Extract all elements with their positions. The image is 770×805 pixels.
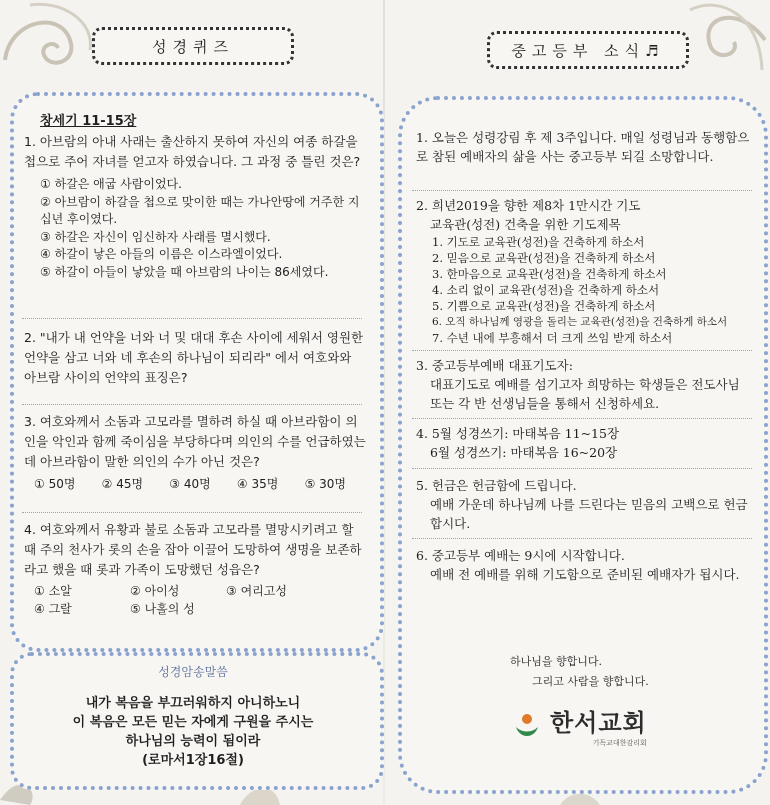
question-1-option: ④ 하갈이 낳은 아들의 이름은 이스라엘이었다.	[40, 247, 283, 261]
question-4-option: ② 아이성	[130, 584, 180, 598]
question-3-option: ③ 40명	[169, 477, 211, 491]
question-3-option: ⑤ 30명	[304, 477, 346, 491]
question-3-option: ① 50명	[34, 477, 76, 491]
news-item-6-head: 6. 중고등부 예배는 9시에 시작합니다.	[416, 548, 625, 563]
news-item-2	[416, 196, 752, 346]
bible-quiz-title-text: 성경퀴즈	[152, 37, 234, 56]
news-item-4-line: 6월 성경쓰기: 마태복음 16~20장	[430, 445, 618, 460]
question-3-option: ④ 35명	[236, 477, 279, 491]
quiz-passage: 창세기 11-15장	[40, 114, 137, 129]
divider	[22, 318, 362, 319]
prayer-item: 1. 기도로 교육관(성전)을 건축하게 하소서	[432, 235, 645, 249]
memory-verse-title: 성경암송말씀	[158, 665, 228, 679]
question-4-option: ① 소알	[34, 584, 72, 598]
news-item-6-body: 예배 전 예배를 위해 기도함으로 준비된 예배자가 됩시다.	[430, 567, 740, 582]
divider	[412, 538, 752, 539]
news-item-3	[416, 356, 752, 413]
youth-news-title-text: 중고등부 소식♬	[511, 41, 665, 60]
divider	[412, 350, 752, 351]
divider	[412, 468, 752, 469]
news-item-4-line: 4. 5월 성경쓰기: 마태복음 11~15장	[416, 426, 620, 441]
youth-news-title	[487, 31, 689, 69]
church-denomination: 기독교대한감리회	[592, 739, 647, 747]
slogan-line-1: 하나님을 향합니다.	[510, 655, 603, 668]
divider	[22, 512, 362, 513]
question-4-option: ④ 그랄	[34, 602, 72, 616]
question-3-text: 3. 여호와께서 소돔과 고모라를 멸하려 하실 때 아브라함이 의인을 악인과 함께 죽이심을 부당하다며 의인의 수를 언급하였는데 아브라함이 말한 의인의 수가 아닌 것은?	[24, 414, 366, 469]
quiz-question-3	[24, 412, 366, 494]
news-item-5	[416, 476, 752, 533]
prayer-item: 6. 오직 하나님께 영광을 돌리는 교육관(성전)을 건축하게 하소서	[432, 316, 728, 328]
news-item-3-head: 3. 중고등부예배 대표기도자:	[416, 358, 573, 373]
prayer-item: 3. 한마음으로 교육관(성전)을 건축하게 하소서	[432, 267, 667, 281]
prayer-item: 4. 소리 없이 교육관(성전)을 건축하게 하소서	[432, 283, 660, 297]
news-item-2-head: 2. 희년2019을 향한 제8차 1만시간 기도	[416, 198, 641, 213]
church-emblem-icon	[510, 709, 544, 743]
news-item-1	[416, 128, 752, 166]
memory-verse-line: 하나님의 능력이 됨이라	[125, 734, 261, 749]
slogan-line-2: 그리고 사람을 향합니다.	[532, 675, 649, 688]
news-item-6	[416, 546, 752, 584]
memory-verse-line: 내가 복음을 부끄러워하지 아니하노니	[85, 696, 301, 711]
divider	[412, 190, 752, 191]
question-1-option: ③ 하갈은 자신이 임신하자 사래를 멸시했다.	[40, 229, 271, 244]
news-item-4	[416, 424, 752, 462]
memory-verse	[20, 694, 366, 770]
question-2-text: 2. "내가 내 언약을 너와 너 및 대대 후손 사이에 세워서 영원한 언약을 삼고 너와 네 후손의 하나님이 되리라" 에서 여호와와 아브람 사이의 언약의 표징은?	[24, 330, 364, 385]
church-name: 한서교회	[550, 709, 647, 737]
news-item-2-sub: 교육관(성전) 건축을 위한 기도제목	[430, 217, 621, 232]
news-item-5-head: 5. 헌금은 헌금함에 드립니다.	[416, 478, 577, 493]
divider	[412, 418, 752, 419]
quiz-question-1	[24, 132, 366, 281]
memory-verse-reference: (로마서1장16절)	[142, 753, 244, 768]
question-1-option: ⑤ 하갈이 아들이 낳았을 때 아브람의 나이는 86세였다.	[40, 264, 329, 279]
prayer-item: 5. 기쁨으로 교육관(성전)을 건축하게 하소서	[432, 299, 656, 313]
memory-verse-line: 이 복음은 모든 믿는 자에게 구원을 주시는	[72, 715, 314, 730]
question-1-option: ① 하갈은 애굽 사람이었다.	[40, 177, 182, 191]
news-item-1-text: 1. 오늘은 성령강림 후 제 3주입니다. 매일 성령님과 동행함으로 참된 예배자의 삶을 사는 중고등부 되길 소망합니다.	[416, 130, 750, 164]
slogan	[510, 652, 649, 692]
church-logo	[510, 703, 647, 748]
question-4-option: ③ 여리고성	[226, 584, 287, 598]
quiz-question-4	[24, 520, 366, 618]
bible-quiz-title	[92, 27, 294, 65]
question-4-text: 4. 여호와께서 유황과 불로 소돔과 고모라를 멸망시키려고 할 때 주의 천사가 롯의 손을 잡아 이끌어 도망하여 생명을 보존하라고 했을 때 롯과 가족이 도망했던 성읍은?	[24, 522, 362, 577]
news-item-5-body: 예배 가운데 하나님께 나를 드린다는 믿음의 고백으로 헌금합시다.	[430, 497, 748, 531]
news-item-3-body: 대표기도로 예배를 섬기고자 희망하는 학생들은 전도사님 또는 각 반 선생님들을 통해서 신청하세요.	[430, 377, 740, 411]
question-3-option: ② 45명	[101, 477, 144, 491]
question-1-option: ② 아브람이 하갈을 첩으로 맞이한 때는 가나안땅에 거주한 지 십년 후이였다.	[40, 194, 360, 226]
divider	[22, 404, 362, 405]
prayer-item: 7. 수년 내에 부흥해서 더 크게 쓰임 받게 하소서	[432, 331, 673, 345]
quiz-question-2	[24, 328, 366, 388]
question-4-option: ⑤ 나홀의 성	[130, 602, 195, 616]
question-1-text: 1. 아브람의 아내 사래는 출산하지 못하여 자신의 여종 하갈을 첩으로 주어 자녀를 얻고자 하였습니다. 그 과정 중 틀린 것은?	[24, 134, 361, 169]
prayer-item: 2. 믿음으로 교육관(성전)을 건축하게 하소서	[432, 251, 656, 265]
